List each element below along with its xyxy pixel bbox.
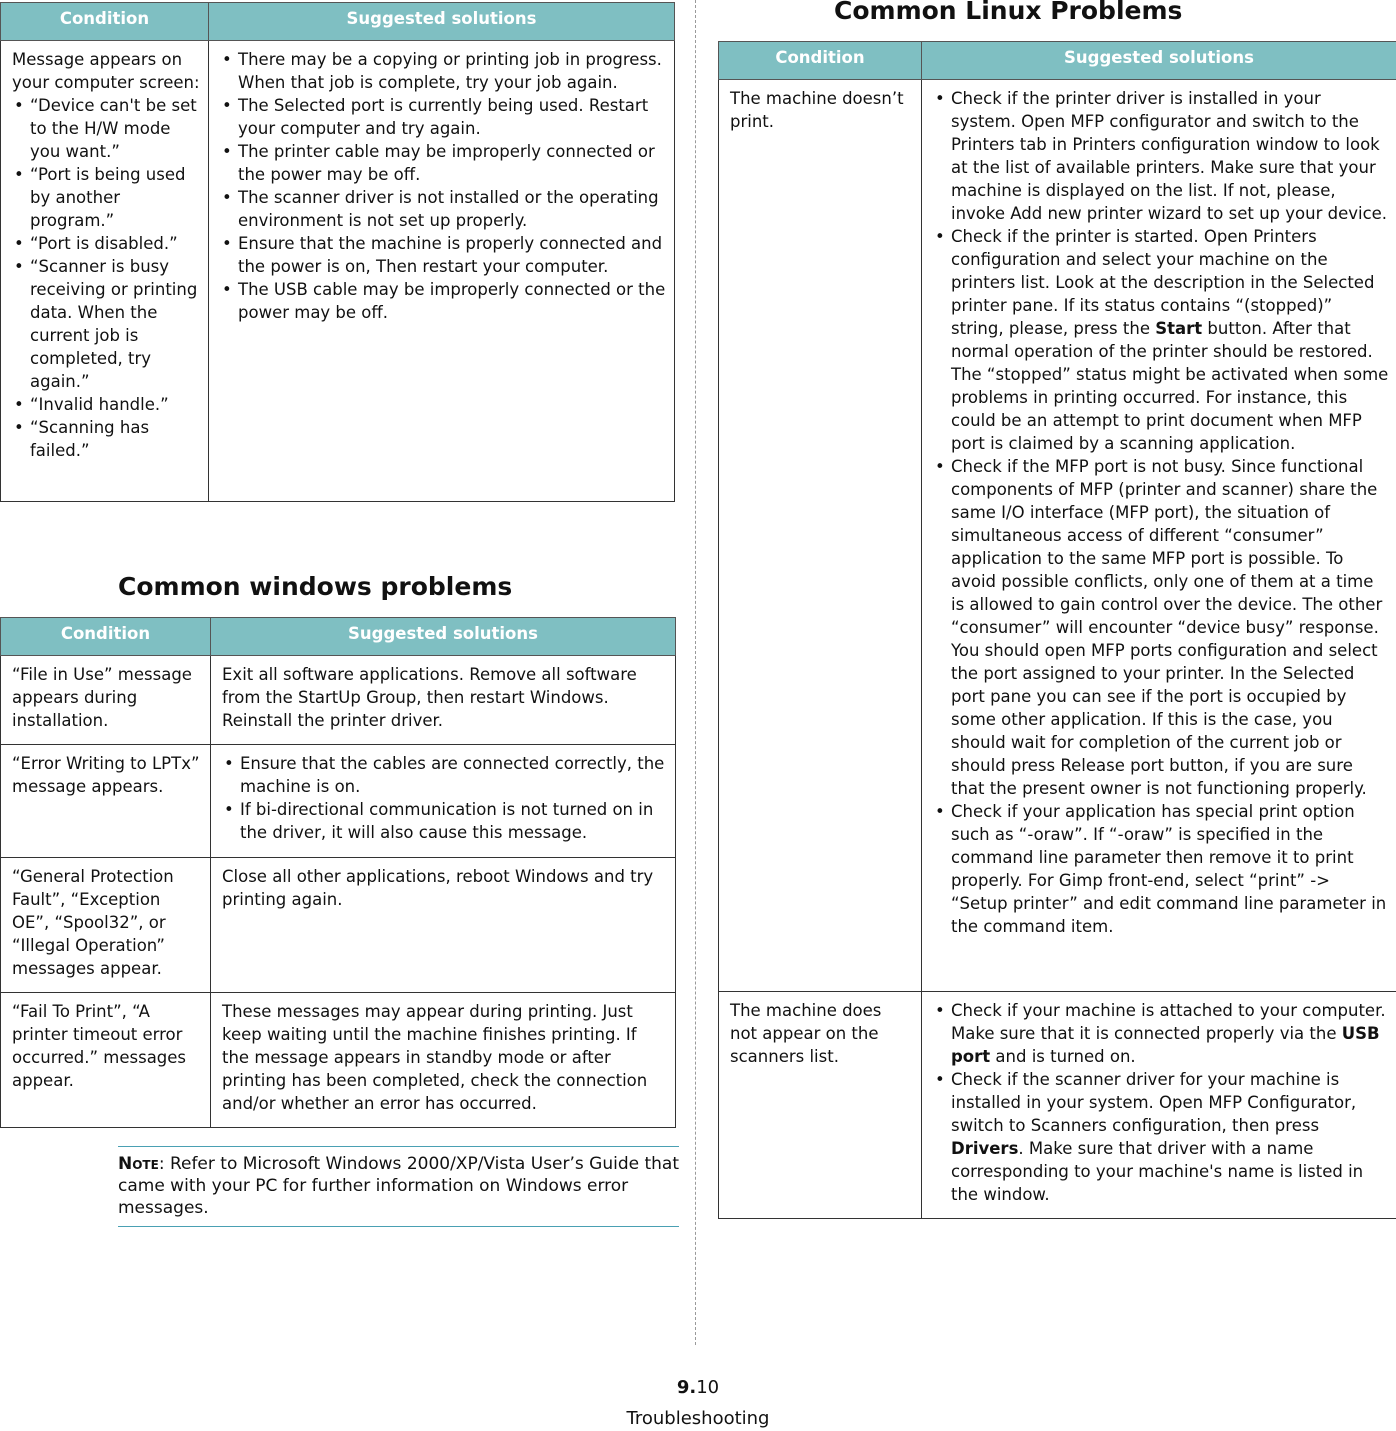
condition-cell: “File in Use” message appears during installation.: [1, 656, 211, 745]
footer-section-title: Troubleshooting: [626, 1408, 770, 1429]
column-header-condition: Condition: [1, 618, 211, 656]
list-item: • Ensure that the machine is properly connected and the power is on, Then restart your computer.: [220, 232, 666, 278]
list-item: • Check if the printer driver is installed in your system. Open MFP configurator and switch to the Printers tab in Printers configuration window to look at the list of available printers. Make sure that your machine is displayed on the list. If not, please, invoke Add new printer wizard to set up your device.: [933, 87, 1390, 225]
note-text: : Refer to Microsoft Windows 2000/XP/Vista User’s Guide that came with your PC for further information on Windows error messages.: [118, 1154, 680, 1218]
solution-text: and is turned on.: [990, 1047, 1136, 1066]
solution-cell: Exit all software applications. Remove all software from the StartUp Group, then restart Windows. Reinstall the printer driver.: [211, 656, 676, 745]
solution-text: button. After that normal operation of the printer should be restored. The “stopped” status might be activated when some problems in printing occurred. For instance, this could be an attempt to print document when MFP port is claimed by a scanning application.: [951, 319, 1389, 453]
condition-message-list: [12, 94, 200, 462]
list-item: • Check if your application has special print option such as “-oraw”. If “-oraw” is specified in the command line parameter then remove it to print properly. For Gimp front-end, select “print” -> “Setup printer” and edit command line parameter in the command item.: [933, 800, 1390, 938]
table-row: [719, 992, 1396, 1219]
condition-cell: The machine does not appear on the scanners list.: [719, 992, 922, 1219]
table-header-row: [1, 3, 675, 41]
list-item: • There may be a copying or printing job in progress. When that job is complete, try your job again.: [220, 48, 666, 94]
list-item: • “Port is being used by another program.”: [12, 163, 200, 232]
condition-cell: [1, 41, 209, 502]
list-item: • Check if the MFP port is not busy. Since functional components of MFP (printer and scanner) share the same I/O interface (MFP port), the situation of simultaneous access of different “consumer” application to the same MFP port is possible. To avoid possible conflicts, only one of them at a time is allowed to gain control over the device. The other “consumer” will encounter “device busy” response. You should open MFP ports configuration and select the port assigned to your printer. In the Selected port pane you can see if the port is occupied by some other application. If this is the case, you should wait for completion of the current job or should press Release port button, if you are sure that the present owner is not functioning properly.: [933, 455, 1390, 800]
usb-port-label: USB port: [951, 1024, 1380, 1066]
column-header-solutions: Suggested solutions: [922, 42, 1396, 80]
list-item: • The USB cable may be improperly connected or the power may be off.: [220, 278, 666, 324]
solution-cell: Close all other applications, reboot Windows and try printing again.: [211, 858, 676, 993]
linux-problems-table: [718, 41, 1396, 1219]
windows-problems-table: [0, 617, 676, 1128]
scanner-problems-table: [0, 2, 675, 502]
start-button-label: Start: [1155, 319, 1203, 338]
solution-cell: [922, 992, 1396, 1219]
page-chapter: 9.: [676, 1377, 697, 1398]
list-item: • The Selected port is currently being used. Restart your computer and try again.: [220, 94, 666, 140]
column-header-condition: Condition: [719, 42, 922, 80]
list-item: • The printer cable may be improperly connected or the power may be off.: [220, 140, 666, 186]
windows-section-heading: Common windows problems: [118, 572, 513, 601]
table-row: [1, 993, 676, 1128]
solution-cell: [922, 80, 1396, 992]
solutions-cell: [209, 41, 675, 502]
list-item: [933, 999, 1390, 1068]
list-item: • “Invalid handle.”: [12, 393, 200, 416]
column-header-solutions: Suggested solutions: [209, 3, 675, 41]
page-number-value: 10: [696, 1377, 720, 1398]
solution-cell: These messages may appear during printing. Just keep waiting until the machine finishes printing. If the message appears in standby mode or after printing has been completed, check the connection and/or whether an error has occurred.: [211, 993, 676, 1128]
table-row: [1, 858, 676, 993]
list-item: [933, 225, 1390, 455]
column-divider: [695, 0, 696, 1345]
condition-cell: “General Protection Fault”, “Exception OE”, “Spool32”, or “Illegal Operation” messages appear.: [1, 858, 211, 993]
condition-cell: The machine doesn’t print.: [719, 80, 922, 992]
solution-text: . Make sure that driver with a name corresponding to your machine's name is listed in the window.: [951, 1139, 1364, 1204]
column-header-condition: Condition: [1, 3, 209, 41]
list-item: • “Port is disabled.”: [12, 232, 200, 255]
list-item: [933, 1068, 1390, 1206]
solutions-list: [933, 87, 1390, 938]
solutions-list: [222, 752, 667, 844]
list-item: • If bi-directional communication is not turned on in the driver, it will also cause this message.: [222, 798, 667, 844]
table-row: [1, 745, 676, 858]
linux-section-heading: Common Linux Problems: [834, 0, 1183, 25]
table-header-row: [1, 618, 676, 656]
column-header-solutions: Suggested solutions: [211, 618, 676, 656]
list-item: • Ensure that the cables are connected correctly, the machine is on.: [222, 752, 667, 798]
table-row: [719, 80, 1396, 992]
list-item: • “Scanning has failed.”: [12, 416, 200, 462]
table-row: [1, 41, 675, 502]
note-label: Note: [118, 1154, 159, 1174]
solutions-list: [220, 48, 666, 324]
table-row: [1, 656, 676, 745]
list-item: • “Device can't be set to the H/W mode you want.”: [12, 94, 200, 163]
note-box: [118, 1146, 679, 1227]
table-header-row: [719, 42, 1396, 80]
solution-cell: [211, 745, 676, 858]
list-item: • “Scanner is busy receiving or printing data. When the current job is completed, try again.”: [12, 255, 200, 393]
solution-text: Check if the printer is started. Open Printers configuration and select your machine on the printers list. Look at the description in the Selected printer pane. If its status contains “(stopped)” string, please, press the: [951, 227, 1375, 338]
condition-cell: “Error Writing to LPTx” message appears.: [1, 745, 211, 858]
page-number: [0, 1376, 1396, 1399]
list-item: • The scanner driver is not installed or the operating environment is not set up properly.: [220, 186, 666, 232]
drivers-button-label: Drivers: [951, 1139, 1019, 1158]
solutions-list: [933, 999, 1390, 1206]
solution-text: Check if your machine is attached to your computer. Make sure that it is connected properly via the: [951, 1001, 1386, 1043]
condition-cell: “Fail To Print”, “A printer timeout error occurred.” messages appear.: [1, 993, 211, 1128]
condition-intro: Message appears on your computer screen:: [12, 50, 200, 92]
solution-text: Check if the scanner driver for your machine is installed in your system. Open MFP Configurator, switch to Scanners configuration, then press: [951, 1070, 1357, 1135]
